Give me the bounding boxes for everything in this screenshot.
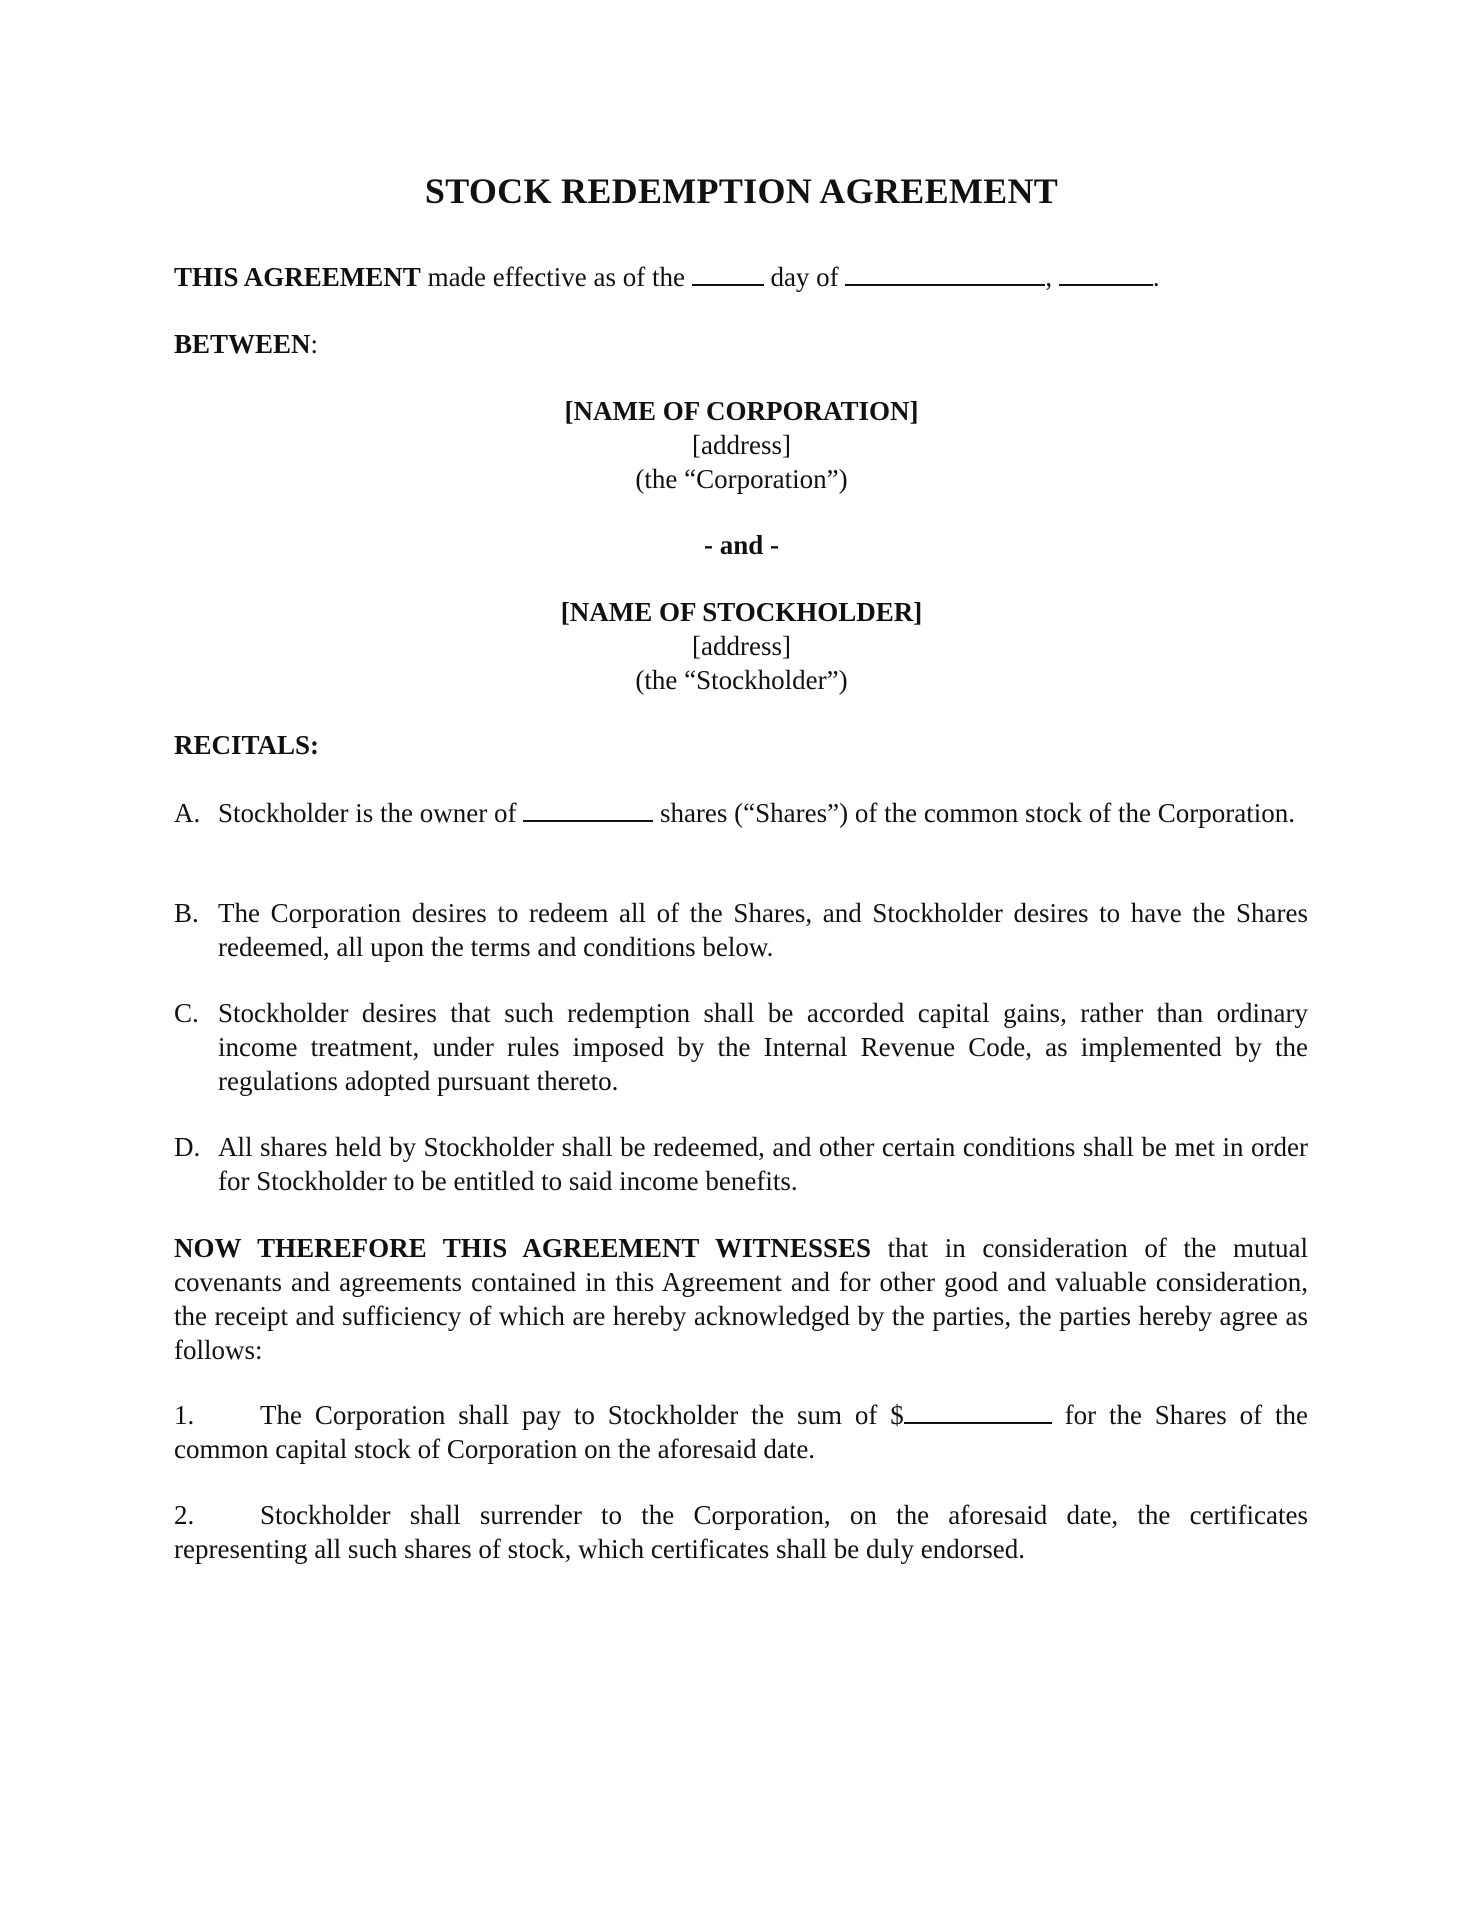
- clause-1-text-after: for the Shares of the common capital stock of Corporation on the aforesaid date.: [174, 1400, 1308, 1464]
- stockholder-defined-as: (the “Stockholder”): [635, 665, 848, 695]
- corporation-address: [address]: [692, 430, 791, 460]
- intro-line: [174, 260, 1160, 294]
- clause-1: [174, 1398, 1308, 1466]
- between-line: [174, 327, 318, 361]
- recitals-heading: RECITALS:: [174, 730, 320, 760]
- recital-a-text-before: Stockholder is the owner of: [218, 798, 524, 828]
- recital-letter: C.: [174, 998, 199, 1028]
- recital-c: [174, 996, 1308, 1098]
- witnesses-paragraph: [174, 1231, 1308, 1367]
- clause-number: 2.: [174, 1500, 195, 1530]
- intro-comma: ,: [1045, 262, 1059, 292]
- intro-text-1: made effective as of the: [420, 262, 692, 292]
- stockholder-name: [NAME OF STOCKHOLDER]: [560, 597, 923, 627]
- amount-blank[interactable]: [904, 1398, 1052, 1424]
- clause-1-text-before: The Corporation shall pay to Stockholder the sum of $: [260, 1400, 904, 1430]
- witnesses-text: that in consideration of the mutual covenants and agreements contained in this Agreement and for other good and valuable consideration, the receipt and sufficiency of which are hereby acknowledged by the parties, the parties hereby agree as follows:: [174, 1233, 1308, 1365]
- intro-period: .: [1152, 262, 1160, 292]
- shares-count-blank[interactable]: [523, 796, 653, 822]
- recital-a-text-after: shares (“Shares”) of the common stock of the Corporation.: [653, 798, 1296, 828]
- clause-2: [174, 1498, 1308, 1566]
- intro-bold-lead: THIS AGREEMENT: [174, 262, 421, 292]
- recital-a: [174, 796, 1308, 830]
- year-blank[interactable]: [1059, 260, 1153, 286]
- witnesses-bold-lead: NOW THEREFORE THIS AGREEMENT WITNESSES: [174, 1233, 872, 1263]
- recital-letter: D.: [174, 1132, 201, 1162]
- recital-body: [218, 796, 1308, 830]
- clause-2-text: Stockholder shall surrender to the Corporation, on the aforesaid date, the certificates representing all such shares of stock, which certificates shall be duly endorsed.: [174, 1500, 1308, 1564]
- party-corporation: [0, 394, 1483, 496]
- recital-b: [174, 896, 1308, 964]
- intro-text-2: day of: [763, 262, 846, 292]
- document-title: STOCK REDEMPTION AGREEMENT: [424, 171, 1059, 211]
- month-blank[interactable]: [845, 260, 1045, 286]
- between-colon: :: [310, 329, 319, 359]
- party-stockholder: [0, 595, 1483, 697]
- recital-body: Stockholder desires that such redemption shall be accorded capital gains, rather than ordinary income treatment, under rules imposed by the Internal Revenue Code, as implemented by the regulations adopted pursuant thereto.: [218, 998, 1308, 1096]
- recital-letter: A.: [174, 798, 201, 828]
- stockholder-address: [address]: [692, 631, 791, 661]
- day-blank[interactable]: [692, 260, 764, 286]
- and-separator: - and -: [703, 530, 779, 560]
- recital-body: The Corporation desires to redeem all of the Shares, and Stockholder desires to have the Shares redeemed, all upon the terms and conditions below.: [218, 898, 1308, 962]
- recital-d: [174, 1130, 1308, 1198]
- corporation-name: [NAME OF CORPORATION]: [564, 396, 919, 426]
- recital-letter: B.: [174, 898, 199, 928]
- between-label: BETWEEN: [174, 329, 311, 359]
- recital-body: All shares held by Stockholder shall be redeemed, and other certain conditions shall be met in order for Stockholder to be entitled to said income benefits.: [218, 1132, 1308, 1196]
- corporation-defined-as: (the “Corporation”): [635, 464, 848, 494]
- clause-number: 1.: [174, 1400, 195, 1430]
